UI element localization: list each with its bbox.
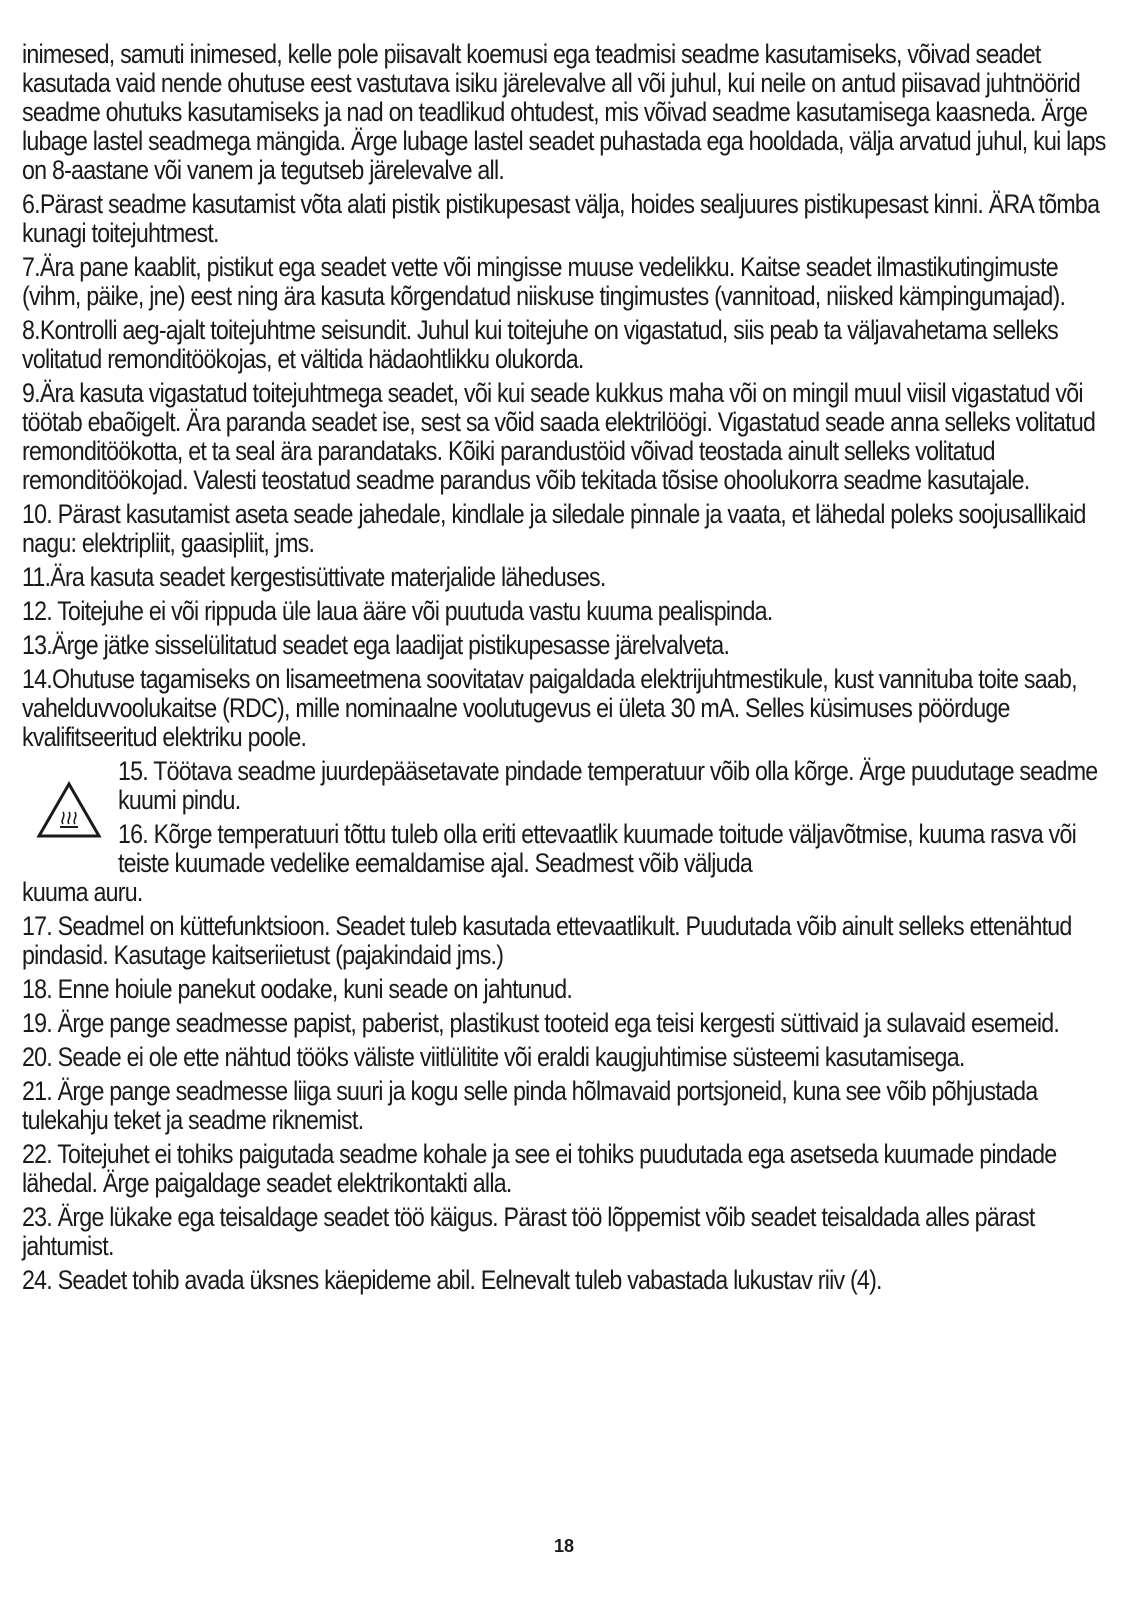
document-page bbox=[22, 40, 1110, 1300]
paragraph-20: 20. Seade ei ole ette nähtud tööks väliste viitlülitite või eraldi kaugjuhtimise süsteemi kasutamisega. bbox=[22, 1042, 965, 1072]
paragraph-10: 10. Pärast kasutamist aseta seade jahedale, kindlale ja siledale pinnale ja vaata, et lähedal poleks soojusallikaid nagu: elektripliit, gaasipliit, jms. bbox=[22, 499, 1086, 558]
paragraph-7: 7.Ära pane kaablit, pistikut ega seadet vette või mingisse muuse vedelikku. Kaitse seadet ilmastikutingimuste (vihm, päike, jne) eest ning ära kasuta kõrgendatud niiskuse tingimustes (vannitoad, niisked kämpingumajad). bbox=[22, 252, 1066, 311]
paragraph-16: 16. Kõrge temperatuuri tõttu tuleb olla eriti ettevaatlik kuumade toitude väljavõtmise, kuuma rasva või teiste kuumade vedelike eemaldamise ajal. Seadmest võib väljuda bbox=[118, 819, 1076, 878]
paragraph-continuation: inimesed, samuti inimesed, kelle pole piisavalt koemusi ega teadmisi seadme kasutamiseks, võivad seadet kasutada vaid nende ohutuse eest vastutava isiku järelevalve all või juhul, kui neile on antud piisavad juhtnöörid seadme ohutuks kasutamiseks ja nad on teadlikud ohtudest, mis võivad seadme kasutamisega kaasneda. Ärge lubage lastel seadmega mängida. Ärge lubage lastel seadet puhastada ega hooldada, välja arvatud juhul, kui laps on 8-aastane või vanem ja tegutseb järelevalve all. bbox=[22, 39, 1106, 185]
paragraph-6: 6.Pärast seadme kasutamist võta alati pistik pistikupesast välja, hoides sealjuures pistikupesast kinni. ÄRA tõmba kunagi toitejuhtmest. bbox=[22, 189, 1100, 248]
paragraph-11: 11.Ära kasuta seadet kergestisüttivate materjalide läheduses. bbox=[22, 562, 606, 592]
page-number: 18 bbox=[553, 1536, 575, 1556]
hot-surface-warning-icon bbox=[36, 781, 102, 839]
paragraph-23: 23. Ärge lükake ega teisaldage seadet töö käigus. Pärast töö lõppemist võib seadet teisaldada alles pärast jahtumist. bbox=[22, 1202, 1035, 1261]
paragraph-13: 13.Ärge jätke sisselülitatud seadet ega laadijat pistikupesasse järelvalveta. bbox=[22, 630, 730, 660]
paragraph-12: 12. Toitejuhe ei või rippuda üle laua ääre või puutuda vastu kuuma pealispinda. bbox=[22, 596, 773, 626]
hot-surface-warning-block bbox=[22, 757, 1110, 878]
paragraph-15: 15. Töötava seadme juurdepääsetavate pindade temperatuur võib olla kõrge. Ärge puudutage seadme kuumi pindu. bbox=[118, 756, 1098, 815]
paragraph-16-continuation: kuuma auru. bbox=[22, 877, 143, 907]
paragraph-18: 18. Enne hoiule panekut oodake, kuni seade on jahtunud. bbox=[22, 974, 573, 1004]
paragraph-21: 21. Ärge pange seadmesse liiga suuri ja kogu selle pinda hõlmavaid portsjoneid, kuna see võib põhjustada tulekahju teket ja seadme riknemist. bbox=[22, 1076, 1038, 1135]
paragraph-19: 19. Ärge pange seadmesse papist, paberist, plastikust tooteid ega teisi kergesti süttivaid ja sulavaid esemeid. bbox=[22, 1008, 1060, 1038]
paragraph-22: 22. Toitejuhet ei tohiks paigutada seadme kohale ja see ei tohiks puudutada ega asetseda kuumade pindade lähedal. Ärge paigaldage seadet elektrikontakti alla. bbox=[22, 1139, 1057, 1198]
paragraph-8: 8.Kontrolli aeg-ajalt toitejuhtme seisundit. Juhul kui toitejuhe on vigastatud, siis peab ta väljavahetama selleks volitatud remonditöökojas, et vältida hädaohtlikku olukorda. bbox=[22, 315, 1059, 374]
paragraph-9: 9.Ära kasuta vigastatud toitejuhtmega seadet, või kui seade kukkus maha või on mingil muul viisil vigastatud või töötab ebaõigelt. Ära paranda seadet ise, sest sa võid saada elektrilöögi. Vigastatud seade anna selleks volitatud remonditöökotta, et ta seal ära parandataks. Kõiki parandustöid võivad teostada ainult selleks volitatud remonditöökojad. Valesti teostatud seadme parandus võib tekitada tõsise ohoolukorra seadme kasutajale. bbox=[22, 378, 1096, 495]
paragraph-14: 14.Ohutuse tagamiseks on lisameetmena soovitatav paigaldada elektrijuhtmestikule, kust vannituba toite saab, vahelduvvoolukaitse (RDC), mille nominaalne voolutugevus ei ületa 30 mA. Selles küsimuses pöörduge kvalifitseeritud elektriku poole. bbox=[22, 664, 1077, 752]
paragraph-24: 24. Seadet tohib avada üksnes käepideme abil. Eelnevalt tuleb vabastada lukustav riiv (4). bbox=[22, 1265, 882, 1295]
paragraph-17: 17. Seadmel on küttefunktsioon. Seadet tuleb kasutada ettevaatlikult. Puudutada võib ainult selleks ettenähtud pindasid. Kasutage kaitseriietust (pajakindaid jms.) bbox=[22, 911, 1072, 970]
